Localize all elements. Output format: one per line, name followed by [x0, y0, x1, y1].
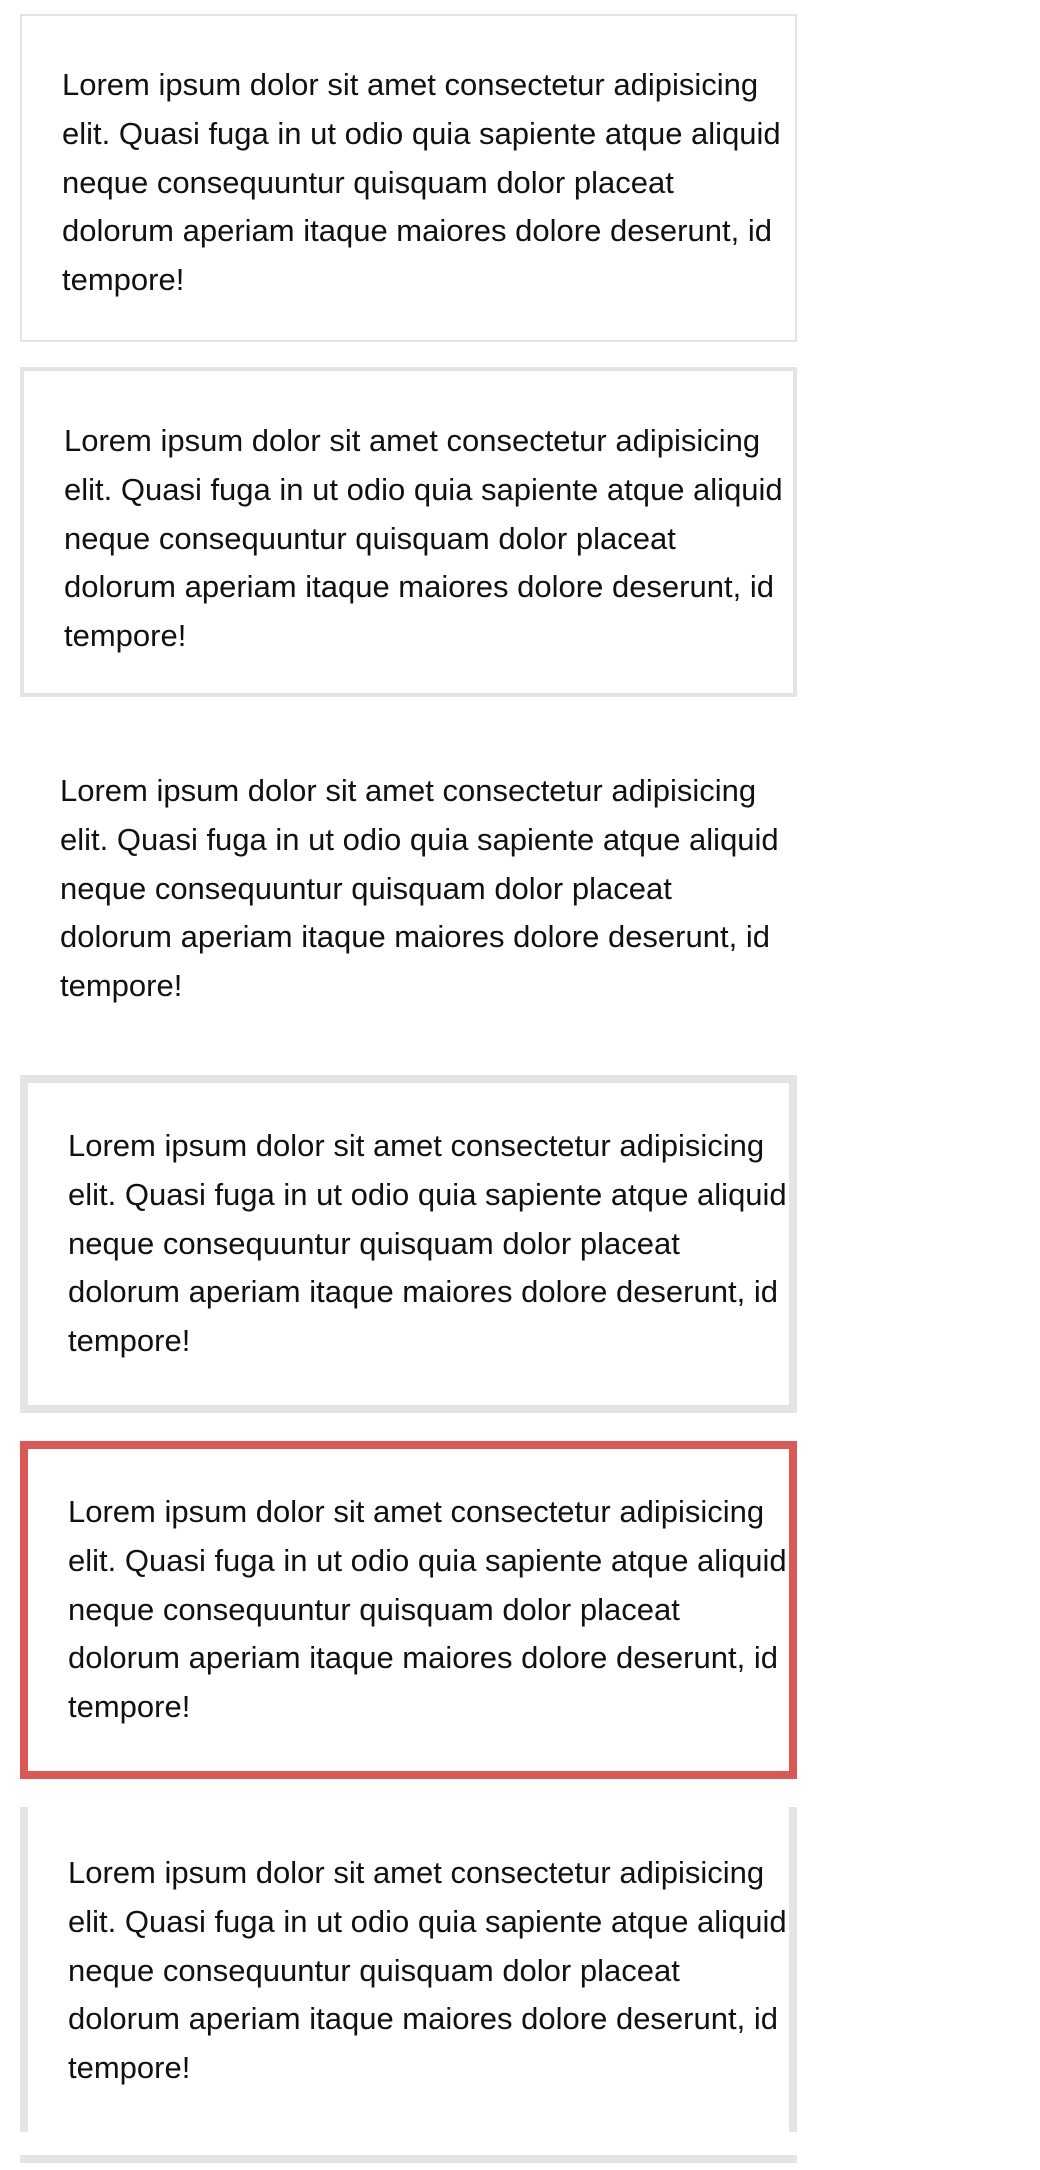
top-bordered-box-partial	[20, 2155, 797, 2170]
bordered-box-thin	[20, 14, 797, 342]
box-text: Lorem ipsum dolor sit amet consectetur adipisicing elit. Quasi fuga in ut odio quia sapiente atque aliquid neque consequuntur quisquam dolor placeat dolorum aperiam itaque maiores dolore deserunt, id tempore!	[62, 67, 781, 298]
borderless-box	[20, 720, 797, 1050]
box-text: Lorem ipsum dolor sit amet consectetur adipisicing elit. Quasi fuga in ut odio quia sapiente atque aliquid neque consequuntur quisquam dolor placeat dolorum aperiam itaque maiores dolore deserunt, id tempore!	[60, 773, 779, 1004]
bordered-box-medium	[20, 367, 797, 697]
box-text: Lorem ipsum dolor sit amet consectetur adipisicing elit. Quasi fuga in ut odio quia sapiente atque aliquid neque consequuntur quisquam dolor placeat dolorum aperiam itaque maiores dolore deserunt, id tempore!	[68, 1128, 787, 1359]
bordered-box-thick	[20, 1075, 797, 1413]
bordered-box-red	[20, 1441, 797, 1779]
box-text: Lorem ipsum dolor sit amet consectetur adipisicing elit. Quasi fuga in ut odio quia sapiente atque aliquid neque consequuntur quisquam dolor placeat dolorum aperiam itaque maiores dolore deserunt, id tempore!	[64, 423, 783, 654]
box-text: Lorem ipsum dolor sit amet consectetur adipisicing elit. Quasi fuga in ut odio quia sapiente atque aliquid neque consequuntur quisquam dolor placeat dolorum aperiam itaque maiores dolore deserunt, id tempore!	[68, 1494, 787, 1725]
box-text: Lorem ipsum dolor sit amet consectetur adipisicing elit. Quasi fuga in ut odio quia sapiente atque aliquid neque consequuntur quisquam dolor placeat dolorum aperiam itaque maiores dolore deserunt, id tempore!	[68, 1855, 787, 2086]
side-bordered-box	[20, 1807, 797, 2132]
